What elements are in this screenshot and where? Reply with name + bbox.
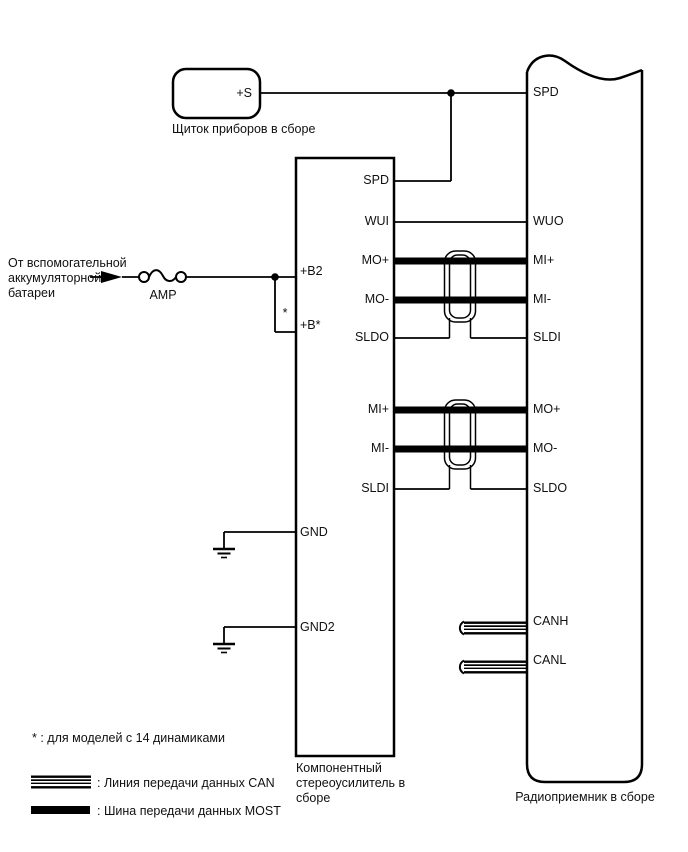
battery-note-line1: От вспомогательной: [8, 256, 127, 270]
amplifier-caption-line3: сборе: [296, 791, 331, 805]
legend-can-label: : Линия передачи данных CAN: [97, 776, 275, 790]
pin-label-radio-mi-plus: MI+: [533, 253, 555, 267]
ground-gnd: [213, 532, 296, 558]
amplifier-caption-line2: стереоусилитель в: [296, 776, 406, 790]
can-break-icon: [460, 661, 464, 674]
pin-label-radio-sldo: SLDO: [533, 481, 568, 495]
can-wire-canh: [460, 622, 527, 635]
legend-can-symbol: [31, 776, 91, 789]
fuse-terminal-left: [139, 272, 149, 282]
legend-most-label: : Шина передачи данных MOST: [97, 804, 281, 818]
pin-label-radio-canl: CANL: [533, 653, 567, 667]
instrument-panel-caption: Щиток приборов в сборе: [172, 122, 316, 136]
can-stripe: [31, 783, 91, 784]
amp-radio-wiring: [394, 222, 527, 489]
can-stripe: [31, 776, 91, 778]
radio-caption: Радиоприемник в сборе: [515, 790, 655, 804]
radio-component: [515, 56, 655, 804]
pin-label-amp-wui: WUI: [364, 214, 389, 228]
pin-label-amp-b-star: +B*: [300, 318, 321, 332]
can-stripe: [464, 629, 527, 630]
asterisk-mark: *: [282, 306, 288, 320]
pin-label-radio-mi-minus: MI-: [533, 292, 552, 306]
can-stripe: [464, 671, 527, 673]
legend-asterisk-note: * : для моделей с 14 динамиками: [32, 731, 225, 745]
pin-label-amp-sldo: SLDO: [354, 330, 389, 344]
pin-label-amp-mi-minus: MI-: [370, 441, 389, 455]
can-stripe: [464, 622, 527, 624]
instrument-panel-component: [172, 69, 315, 136]
pin-label-radio-mo-minus: MO-: [533, 441, 558, 455]
can-wire-canl: [460, 661, 527, 674]
can-break-icon: [460, 622, 464, 635]
legend: [31, 731, 281, 818]
amplifier-component: [283, 158, 406, 805]
can-stripe: [464, 661, 527, 663]
can-stripe: [464, 664, 527, 666]
fuse-symbol: [139, 270, 186, 302]
fuse-element: [149, 270, 176, 281]
battery-feed: [8, 256, 296, 332]
amplifier-caption-line1: Компонентный: [296, 761, 382, 775]
pin-label-amp-mi-plus: MI+: [367, 402, 389, 416]
can-stripe: [31, 779, 91, 781]
can-stripe: [464, 632, 527, 634]
fuse-label: AMP: [149, 288, 177, 302]
pin-label-radio-sldi: SLDI: [533, 330, 561, 344]
pin-label-radio-mo-plus: MO+: [533, 402, 561, 416]
pin-label-radio-wuo: WUO: [533, 214, 564, 228]
can-stripe: [464, 668, 527, 669]
ground-gnd2: [213, 627, 296, 653]
legend-most-symbol: [31, 806, 90, 814]
radio-box-body: [527, 70, 642, 782]
fuse-terminal-right: [176, 272, 186, 282]
pin-label-panel-s: +S: [236, 86, 252, 100]
can-stripe: [464, 625, 527, 627]
pin-label-amp-gnd2: GND2: [300, 620, 335, 634]
arrow-right-icon: [101, 271, 122, 283]
pin-label-amp-sldi: SLDI: [361, 481, 389, 495]
pin-label-amp-spd: SPD: [363, 173, 389, 187]
pin-label-radio-spd: SPD: [533, 85, 559, 99]
pin-label-amp-mo-plus: MO+: [361, 253, 389, 267]
pin-label-amp-gnd: GND: [300, 525, 328, 539]
pin-label-radio-canh: CANH: [533, 614, 569, 628]
pin-label-amp-b2: +B2: [300, 264, 323, 278]
pin-label-amp-mo-minus: MO-: [364, 292, 389, 306]
amplifier-box: [296, 158, 394, 756]
battery-note-line3: батареи: [8, 286, 55, 300]
can-stripe: [31, 786, 91, 788]
battery-note-line2: аккумуляторной: [8, 271, 102, 285]
